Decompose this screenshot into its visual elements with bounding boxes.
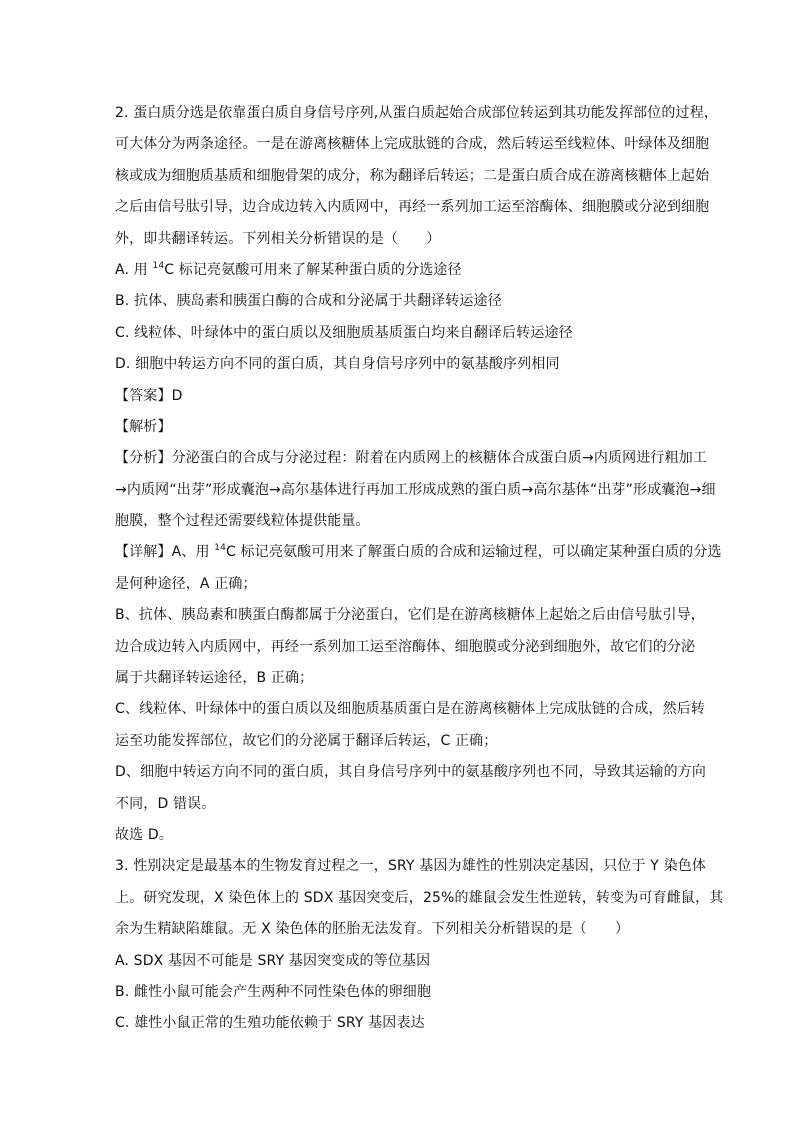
answer-line: 【答案】D <box>115 387 183 404</box>
question-2-stem-line-4: 之后由信号肽引导，边合成边转入内质网中，再经一系列加工运至溶酶体、细胞膜或分泌到细胞 <box>115 199 710 216</box>
isotope-superscript: 14 <box>214 543 226 554</box>
question-3-stem-line-1: 3. 性别决定是最基本的生物发育过程之一，SRY 基因为雄性的性别决定基因，只位于 Y 染色体 <box>115 858 707 875</box>
isotope-superscript: 14 <box>152 260 165 271</box>
detail-line-8: D、细胞中转运方向不同的蛋白质，其自身信号序列中的氨基酸序列也不同，导致其运输的方向 <box>115 764 707 781</box>
detail-line-9: 不同，D 错误。 <box>115 795 216 812</box>
detail-line-3: B、抗体、胰岛素和胰蛋白酶都属于分泌蛋白，它们是在游离核糖体上起始之后由信号肽引导， <box>115 607 705 624</box>
page-content <box>115 98 724 1040</box>
option-a-prefix: A. 用 <box>115 261 153 278</box>
question-2-stem-line-2: 可大体分为两条途径。一是在游离核糖体上完成肽链的合成，然后转运至线粒体、叶绿体及细胞 <box>115 136 710 153</box>
question-2-stem-line-1: 2. 蛋白质分选是依靠蛋白质自身信号序列,从蛋白质起始合成部位转运到其功能发挥部位的过程， <box>115 105 719 121</box>
question-2-stem-line-3: 核或成为细胞质基质和细胞骨架的成分，称为翻译后转运；二是蛋白质合成在游离核糖体上起始 <box>115 167 710 184</box>
question-2-option-c: C. 线粒体、叶绿体中的蛋白质以及细胞质基质蛋白均来自翻译后转运途径 <box>115 324 573 341</box>
analysis-label: 【解析】 <box>115 418 172 435</box>
option-a-suffix: C 标记亮氨酸可用来了解某种蛋白质的分选途径 <box>164 261 462 278</box>
question-3-option-c: C. 雄性小鼠正常的生殖功能依赖于 SRY 基因表达 <box>115 1015 425 1032</box>
detail-line-6: C、线粒体、叶绿体中的蛋白质以及细胞质基质蛋白是在游离核糖体上完成肽链的合成，然后转 <box>115 701 706 718</box>
detail-line-4: 边合成边转入内质网中，再经一系列加工运至溶酶体、细胞膜或分泌到细胞外，故它们的分泌 <box>115 638 696 655</box>
detail-line-5: 属于共翻译转运途径，B 正确； <box>115 670 314 687</box>
detail-suffix: C 标记亮氨酸可用来了解蛋白质的合成和运输过程，可以确定某种蛋白质的分选 <box>226 544 722 561</box>
detail-line-7: 运至功能发挥部位，故它们的分泌属于翻译后转运，C 正确； <box>115 732 498 749</box>
fenxi-line-1: 【分析】分泌蛋白的合成与分泌过程：附着在内质网上的核糖体合成蛋白质→内质网进行粗加工 <box>115 450 708 467</box>
question-3-stem-line-2: 上。研究发现，X 染色体上的 SDX 基因突变后，25%的雄鼠会发生性逆转，转变为可育雌鼠，其 <box>115 889 724 906</box>
question-2-option-a <box>115 255 700 286</box>
question-2-option-d: D. 细胞中转运方向不同的蛋白质，其自身信号序列中的氨基酸序列相同 <box>115 356 560 373</box>
detail-line-10: 故选 D。 <box>115 826 173 843</box>
detail-prefix: 【详解】A、用 <box>115 544 215 561</box>
question-2-stem-line-5: 外，即共翻译转运。下列相关分析错误的是（ ） <box>115 230 441 247</box>
fenxi-line-2: →内质网“出芽”形成囊泡→高尔基体进行再加工形成成熟的蛋白质→高尔基体“出芽”形成囊泡→细 <box>115 481 716 498</box>
question-3-option-a: A. SDX 基因不可能是 SRY 基因突变成的等位基因 <box>115 952 431 969</box>
detail-line-1 <box>115 537 722 568</box>
question-3-option-b: B. 雌性小鼠可能会产生两种不同性染色体的卵细胞 <box>115 983 432 1000</box>
detail-line-2: 是何种途径，A 正确； <box>115 575 257 592</box>
question-3-stem-line-3: 余为生精缺陷雄鼠。无 X 染色体的胚胎无法发育。下列相关分析错误的是（ ） <box>115 921 630 938</box>
fenxi-line-3: 胞膜，整个过程还需要线粒体提供能量。 <box>115 513 370 530</box>
question-2-option-b: B. 抗体、胰岛素和胰蛋白酶的合成和分泌属于共翻译转运途径 <box>115 293 502 310</box>
